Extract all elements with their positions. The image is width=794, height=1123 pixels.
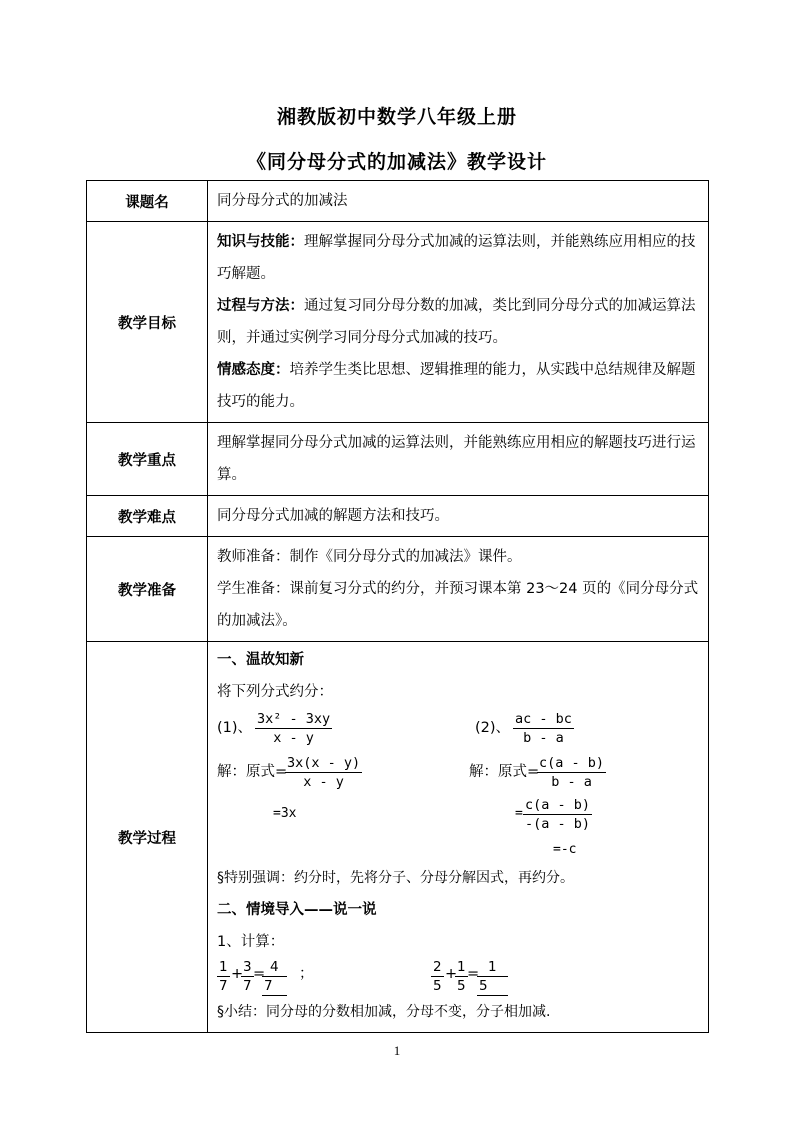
note-emphasis: §特别强调：约分时，先将分子、分母分解因式，再约分。 [217,870,574,886]
key-value: 理解掌握同分母分式加减的运算法则，并能熟练应用相应的解题技巧进行运算。 [208,423,709,496]
problem1-numerator: 3x² - 3xy [257,711,331,727]
calc-title: 1、计算： [217,934,285,950]
row-goals [87,222,709,423]
topic-value: 同分母分式的加减法 [208,181,709,222]
row-process [87,642,709,1033]
solution2-fraction [537,754,606,791]
page-number: 1 [393,1043,401,1058]
problem2-fraction [513,710,574,747]
calc2-b-numerator: 1 [457,959,466,975]
solution1-label: 解：原式= [217,764,288,780]
calc1-plus: + [231,966,244,982]
note-summary: §小结：同分母的分数相加减，分母不变，分子相加减. [217,1004,551,1020]
goal-knowledge-title: 知识与技能： [217,234,304,250]
goal-emotion-title: 情感态度： [217,362,290,378]
calc2-result-denominator: 5 [477,977,508,996]
problem2-denominator: b - a [523,730,564,746]
calc1-b-numerator: 3 [243,959,252,975]
calc2-equals: = [467,966,480,982]
calc1-fraction-a [217,958,230,995]
row-prep [87,537,709,642]
calc2-b-denominator: 5 [457,978,466,994]
problem2-label: (2)、 [475,720,511,736]
calc1-semicolon: ； [299,966,314,982]
calc2-fraction-b [455,958,468,995]
calc1-a-denominator: 7 [219,978,228,994]
calc1-equals: = [253,966,266,982]
label-topic: 课题名 [87,181,208,222]
solution2-step-fraction [523,796,592,833]
label-difficult: 教学难点 [87,496,208,537]
document-subtitle: 《同分母分式的加减法》教学设计 [246,151,547,173]
solution1-denominator: x - y [303,774,344,790]
goal-knowledge-text: 理解掌握同分母分式加减的运算法则，并能熟练应用相应的技巧解题。 [217,234,696,282]
solution1-fraction [285,754,362,791]
prep-teacher: 教师准备：制作《同分母分式的加减法》课件。 [217,549,522,565]
label-key: 教学重点 [87,423,208,496]
prep-student: 学生准备：课前复习分式的约分，并预习课本第 23～24 页的《同分母分式的加减法》。 [217,581,699,629]
goal-emotion-text: 培养学生类比思想、逻辑推理的能力，从实践中总结规律及解题技巧的能力。 [217,362,696,410]
row-difficult [87,496,709,537]
section1-title: 一、温故知新 [217,652,304,668]
goal-emotion [217,354,700,418]
solution-steps-row [217,794,700,862]
calc2-a-numerator: 2 [433,959,442,975]
calc2-plus: + [445,966,458,982]
difficult-value: 同分母分式加减的解题方法和技巧。 [208,496,709,537]
solution1-numerator: 3x(x - y) [287,755,361,771]
solution2-label: 解：原式= [469,764,540,780]
calc1-fraction-b [241,958,254,995]
row-key [87,423,709,496]
calc1-fraction-result [262,958,287,996]
solution2-result: =-c [553,842,577,857]
solutions-row [217,750,700,794]
calc-row [217,958,700,996]
problem1-label: (1)、 [217,720,253,736]
process-content [208,642,709,1033]
prep-content [208,537,709,642]
solution2-denominator: b - a [551,774,592,790]
goals-content [208,222,709,423]
calc2-fraction-a [431,958,444,995]
problem1-denominator: x - y [273,730,314,746]
solution2-step-denominator: -(a - b) [525,816,591,832]
solution2-step-numerator: c(a - b) [525,797,591,813]
calc1-result-numerator: 4 [262,958,287,977]
document-title: 湘教版初中数学八年级上册 [276,106,517,128]
row-topic [87,181,709,222]
label-prep: 教学准备 [87,537,208,642]
goal-method [217,290,700,354]
calc1-result-denominator: 7 [262,977,287,996]
section2-title: 二、情境导入——说一说 [217,902,377,918]
problems-row [217,708,700,750]
section1-intro: 将下列分式约分： [217,684,333,700]
solution1-result: =3x [273,806,297,821]
calc2-fraction-result [477,958,508,996]
calc2-result-numerator: 1 [477,958,508,977]
solution2-numerator: c(a - b) [539,755,605,771]
lesson-plan-table [86,180,709,1033]
calc1-a-numerator: 1 [219,959,228,975]
goal-method-text: 通过复习同分母分数的加减，类比到同分母分式的加减运算法则，并通过实例学习同分母分式加减的技巧。 [217,298,696,346]
label-process: 教学过程 [87,642,208,1033]
problem2-numerator: ac - bc [515,711,572,727]
problem1-fraction [255,710,332,747]
goal-method-title: 过程与方法： [217,298,304,314]
label-goals: 教学目标 [87,222,208,423]
calc2-a-denominator: 5 [433,978,442,994]
solution2-equals: = [515,806,523,821]
calc1-b-denominator: 7 [243,978,252,994]
goal-knowledge [217,226,700,290]
